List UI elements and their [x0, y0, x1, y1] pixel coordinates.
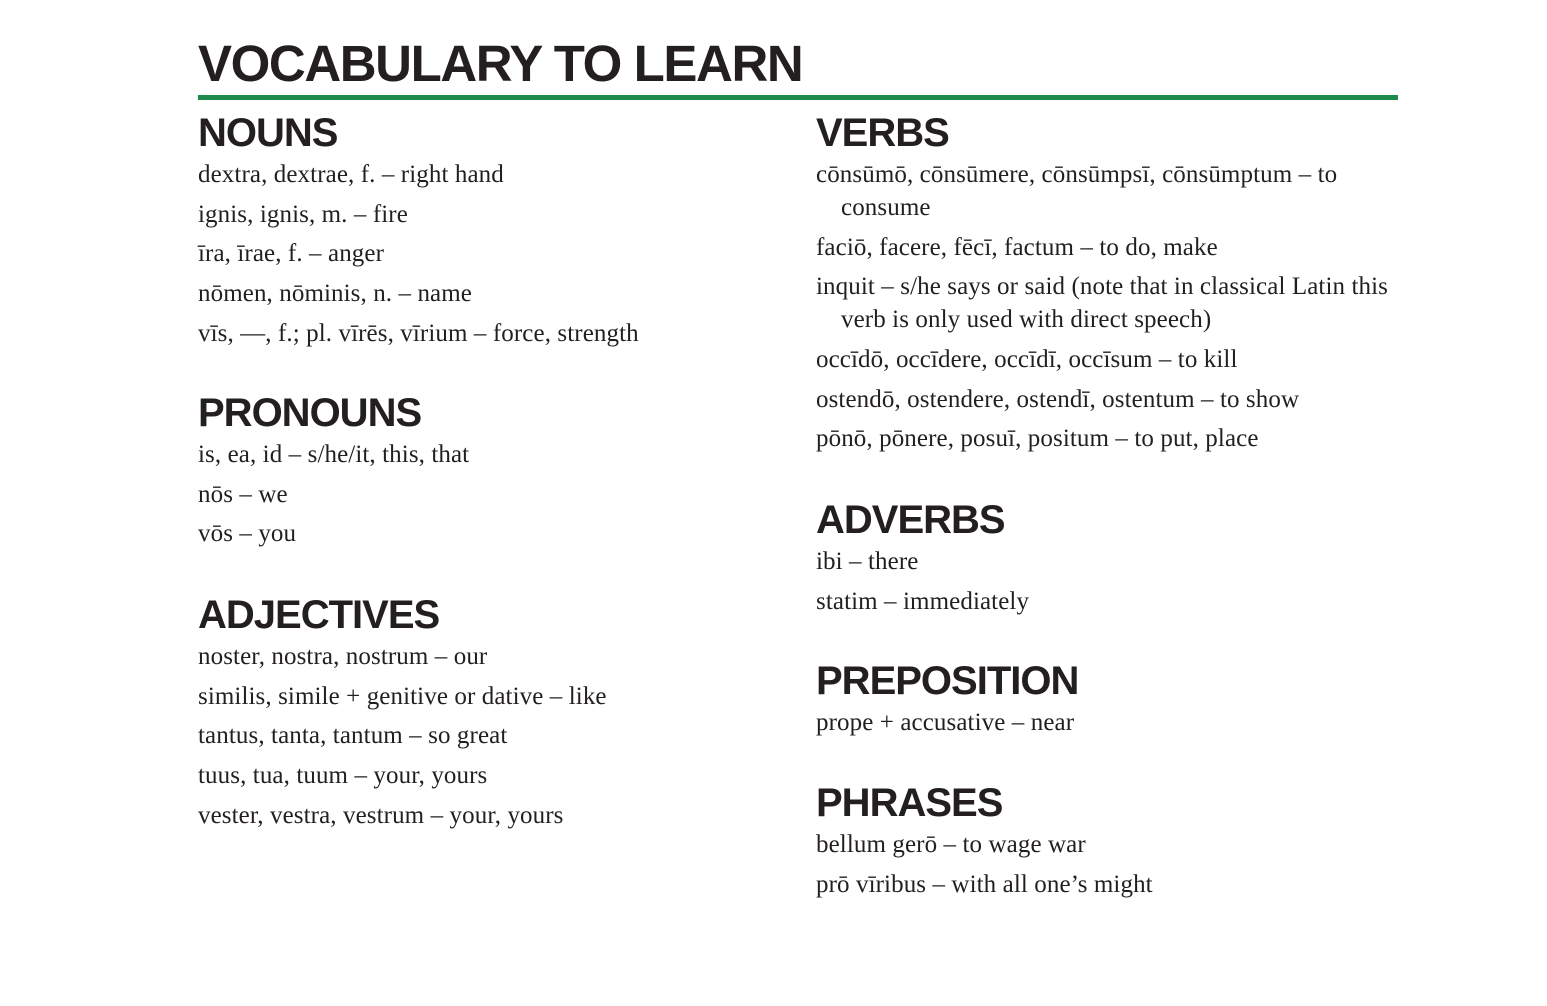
- verbs-list: [816, 158, 1396, 455]
- vocab-entry: prope + accusative – near: [816, 709, 1075, 736]
- section-verbs: [816, 108, 1396, 462]
- page-title: VOCABULARY TO LEARN: [198, 35, 803, 92]
- vocab-entry: ostendō, ostendere, ostendī, ostentum – to show: [816, 385, 1300, 413]
- vocab-entry: faciō, facere, fēcī, factum – to do, make: [816, 233, 1218, 261]
- preposition-list: [816, 706, 1396, 739]
- vocab-entry: is, ea, id – s/he/it, this, that: [198, 441, 470, 468]
- vocab-entry: nōmen, nōminis, n. – name: [198, 280, 472, 308]
- vocab-entry: ignis, ignis, m. – fire: [198, 200, 408, 228]
- adverbs-list: [816, 545, 1396, 618]
- vocab-entry: cōnsūmō, cōnsūmere, cōnsūmpsī, cōnsūmptum – to consume: [816, 161, 1338, 221]
- section-nouns: [198, 108, 778, 356]
- vocab-entry: occīdō, occīdere, occīdī, occīsum – to kill: [816, 346, 1238, 374]
- vocab-entry: vester, vestra, vestrum – your, yours: [198, 801, 564, 829]
- vocab-entry: inquit – s/he says or said (note that in classical Latin this verb is only used with direct speech): [816, 273, 1388, 334]
- section-heading-phrases: PHRASES: [816, 781, 1003, 825]
- vocab-entry: īra, īrae, f. – anger: [198, 240, 385, 268]
- section-heading-verbs: VERBS: [816, 111, 949, 155]
- vocab-entry: prō vīribus – with all one’s might: [816, 870, 1153, 898]
- vocab-entry: tuus, tua, tuum – your, yours: [198, 762, 488, 790]
- vocab-entry: bellum gerō – to wage war: [816, 831, 1086, 858]
- section-heading-nouns: NOUNS: [198, 111, 338, 155]
- section-adjectives: [198, 590, 778, 838]
- vocab-entry: similis, simile + genitive or dative – like: [198, 682, 607, 710]
- vocab-entry: noster, nostra, nostrum – our: [198, 643, 488, 670]
- section-heading-pronouns: PRONOUNS: [198, 391, 422, 435]
- vocab-entry: pōnō, pōnere, posuī, positum – to put, place: [816, 425, 1259, 453]
- section-heading-adjectives: ADJECTIVES: [198, 593, 440, 637]
- phrases-list: [816, 828, 1396, 901]
- adjectives-list: [198, 640, 778, 832]
- section-adverbs: [816, 495, 1396, 624]
- section-pronouns: [198, 388, 778, 557]
- section-preposition: [816, 656, 1396, 746]
- vocab-entry: dextra, dextrae, f. – right hand: [198, 161, 504, 188]
- vocab-entry: nōs – we: [198, 480, 288, 508]
- vocab-entry: tantus, tanta, tantum – so great: [198, 722, 508, 750]
- vocab-entry: statim – immediately: [816, 587, 1030, 615]
- vocab-entry: ibi – there: [816, 548, 919, 575]
- nouns-list: [198, 158, 778, 350]
- title-divider: [198, 95, 1398, 100]
- section-heading-adverbs: ADVERBS: [816, 498, 1005, 542]
- section-heading-preposition: PREPOSITION: [816, 659, 1079, 703]
- pronouns-list: [198, 438, 778, 550]
- vocab-entry: vōs – you: [198, 520, 297, 548]
- section-phrases: [816, 778, 1396, 907]
- vocab-entry: vīs, —, f.; pl. vīrēs, vīrium – force, strength: [198, 319, 639, 347]
